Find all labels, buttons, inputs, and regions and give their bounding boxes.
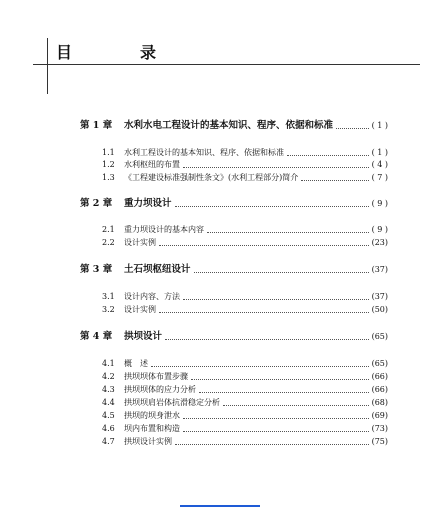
toc-section-4-7[interactable] bbox=[102, 437, 388, 447]
page-title: 目 录 bbox=[56, 43, 183, 62]
chapter-page: (65) bbox=[371, 332, 388, 341]
chapter-number: 第 4 章 bbox=[80, 331, 113, 342]
section-page: ( 4 ) bbox=[371, 160, 388, 169]
chapter-title: 土石坝枢纽设计 bbox=[124, 264, 191, 275]
chapter-number: 第 3 章 bbox=[80, 264, 113, 275]
section-number: 4.7 bbox=[102, 437, 115, 446]
section-title: 坝内布置和构造 bbox=[124, 424, 180, 433]
section-number: 4.1 bbox=[102, 359, 115, 368]
toc-section-3-2[interactable] bbox=[102, 305, 388, 315]
toc-section-2-2[interactable] bbox=[102, 238, 388, 248]
section-number: 3.2 bbox=[102, 305, 115, 314]
toc-chapter-1[interactable] bbox=[80, 121, 388, 131]
section-title: 水利枢纽的布置 bbox=[124, 160, 180, 169]
dot-leader bbox=[175, 443, 369, 445]
section-page: (23) bbox=[371, 238, 388, 247]
dot-leader bbox=[159, 311, 369, 313]
dot-leader bbox=[183, 298, 369, 300]
dot-leader bbox=[175, 205, 369, 207]
section-title: 《工程建设标准强制性条文》(水利工程部分)简介 bbox=[124, 173, 299, 182]
chapter-title: 重力坝设计 bbox=[124, 198, 172, 209]
dot-leader bbox=[165, 338, 369, 340]
dot-leader bbox=[336, 127, 369, 129]
toc-section-4-1[interactable] bbox=[102, 359, 388, 369]
section-title: 设计实例 bbox=[124, 238, 156, 247]
toc-section-4-6[interactable] bbox=[102, 424, 388, 434]
section-title: 拱坝设计实例 bbox=[124, 437, 172, 446]
section-number: 3.1 bbox=[102, 292, 115, 301]
dot-leader bbox=[194, 271, 369, 273]
dot-leader bbox=[183, 430, 369, 432]
section-title: 水利工程设计的基本知识、程序、依据和标准 bbox=[124, 148, 284, 157]
section-number: 4.2 bbox=[102, 372, 115, 381]
header-horizontal-rule bbox=[33, 64, 420, 65]
dot-leader bbox=[159, 244, 369, 246]
chapter-number: 第 2 章 bbox=[80, 198, 113, 209]
section-title: 拱坝坝肩岩体抗滑稳定分析 bbox=[124, 398, 220, 407]
chapter-page: ( 9 ) bbox=[371, 199, 388, 208]
section-page: (75) bbox=[371, 437, 388, 446]
toc-section-1-2[interactable] bbox=[102, 160, 388, 170]
toc-section-4-3[interactable] bbox=[102, 385, 388, 395]
chapter-page: ( 1 ) bbox=[371, 121, 388, 130]
toc-section-3-1[interactable] bbox=[102, 292, 388, 302]
section-title: 设计内容、方法 bbox=[124, 292, 180, 301]
dot-leader bbox=[183, 166, 369, 168]
chapter-title: 拱坝设计 bbox=[124, 331, 163, 342]
toc-section-1-3[interactable] bbox=[102, 173, 388, 183]
section-title: 拱坝坝体布置步骤 bbox=[124, 372, 188, 381]
toc-chapter-4[interactable] bbox=[80, 332, 388, 342]
dot-leader bbox=[191, 378, 369, 380]
section-number: 4.4 bbox=[102, 398, 115, 407]
toc-section-4-2[interactable] bbox=[102, 372, 388, 382]
section-number: 2.2 bbox=[102, 238, 115, 247]
header-vertical-rule bbox=[47, 38, 48, 94]
dot-leader bbox=[151, 365, 369, 367]
section-number: 1.1 bbox=[102, 148, 115, 157]
toc-section-1-1[interactable] bbox=[102, 148, 388, 158]
dot-leader bbox=[301, 179, 368, 181]
section-page: ( 9 ) bbox=[371, 225, 388, 234]
section-title: 拱坝的坝身泄水 bbox=[124, 411, 180, 420]
dot-leader bbox=[199, 391, 369, 393]
section-number: 1.2 bbox=[102, 160, 115, 169]
section-number: 4.3 bbox=[102, 385, 115, 394]
section-number: 1.3 bbox=[102, 173, 115, 182]
toc-section-4-4[interactable] bbox=[102, 398, 388, 408]
dot-leader bbox=[223, 404, 369, 406]
dot-leader bbox=[183, 417, 369, 419]
section-page: (50) bbox=[371, 305, 388, 314]
bottom-accent-bar bbox=[180, 505, 260, 507]
section-page: (37) bbox=[371, 292, 388, 301]
section-number: 4.5 bbox=[102, 411, 115, 420]
toc-section-4-5[interactable] bbox=[102, 411, 388, 421]
section-page: ( 7 ) bbox=[371, 173, 388, 182]
section-page: (66) bbox=[371, 385, 388, 394]
toc-section-2-1[interactable] bbox=[102, 225, 388, 235]
section-title: 重力坝设计的基本内容 bbox=[124, 225, 204, 234]
section-title: 设计实例 bbox=[124, 305, 156, 314]
section-page: (69) bbox=[371, 411, 388, 420]
chapter-title: 水利水电工程设计的基本知识、程序、依据和标准 bbox=[124, 120, 334, 131]
section-number: 4.6 bbox=[102, 424, 115, 433]
chapter-page: (37) bbox=[371, 265, 388, 274]
section-page: (66) bbox=[371, 372, 388, 381]
toc-chapter-3[interactable] bbox=[80, 265, 388, 275]
chapter-number: 第 1 章 bbox=[80, 120, 113, 131]
dot-leader bbox=[287, 154, 369, 156]
section-title: 概 述 bbox=[124, 359, 148, 368]
section-page: (68) bbox=[371, 398, 388, 407]
dot-leader bbox=[207, 231, 369, 233]
toc-chapter-2[interactable] bbox=[80, 199, 388, 209]
section-title: 拱坝坝体的应力分析 bbox=[124, 385, 196, 394]
section-page: (73) bbox=[371, 424, 388, 433]
section-number: 2.1 bbox=[102, 225, 115, 234]
section-page: ( 1 ) bbox=[371, 148, 388, 157]
section-page: (65) bbox=[371, 359, 388, 368]
